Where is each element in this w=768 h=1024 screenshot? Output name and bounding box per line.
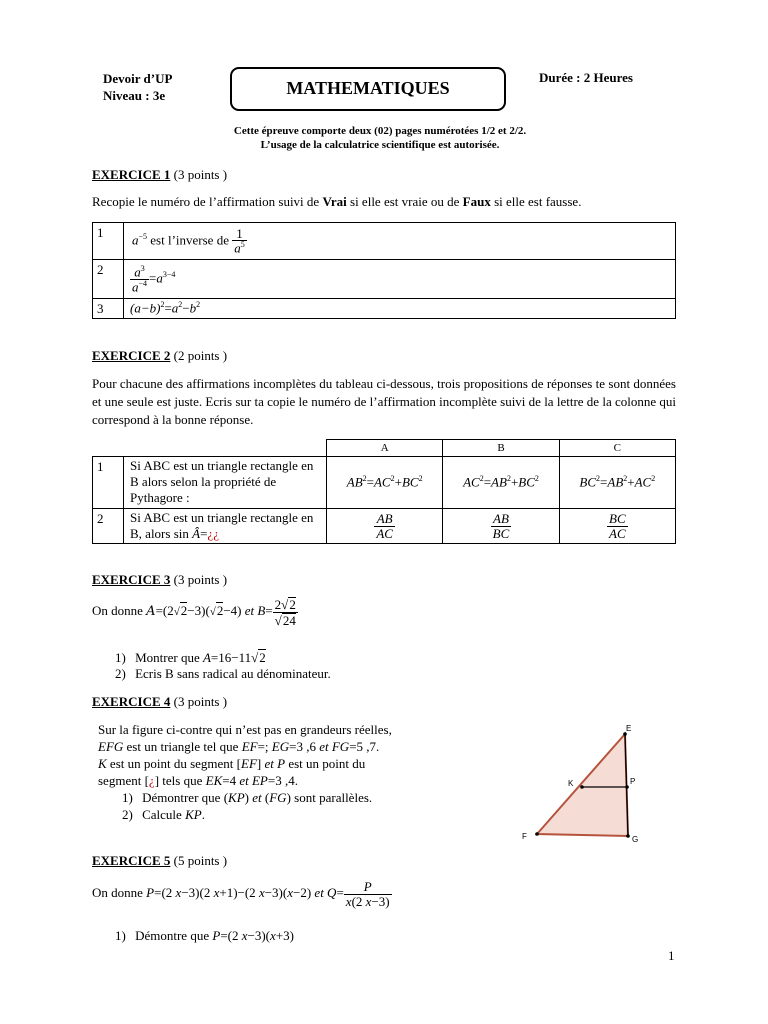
ex1-heading bbox=[92, 167, 227, 183]
choice-b: $\frac{AB}{BC}$ bbox=[443, 509, 559, 544]
header-left-line1: Devoir d’UP bbox=[103, 71, 173, 86]
point-p bbox=[625, 785, 629, 789]
ex5-heading bbox=[92, 853, 227, 869]
choice-b: $AC^2=AB^2+BC^2$ bbox=[443, 457, 559, 509]
choice-c: $\frac{BC}{AC}$ bbox=[559, 509, 675, 544]
ex3-given-text: On donne bbox=[92, 603, 143, 619]
ex4-text bbox=[98, 721, 392, 823]
label-p: P bbox=[630, 777, 636, 786]
table-row bbox=[93, 223, 676, 260]
empty-cell bbox=[93, 440, 124, 457]
table-row bbox=[93, 509, 676, 544]
ex1-instr-b: si elle est vraie ou de bbox=[346, 194, 463, 209]
ex3-item1-number: 1) bbox=[115, 650, 126, 665]
ex2-paragraph: Pour chacune des affirmations incomplètes du tableau ci-dessous, trois propositions de réponses te sont données et une seule est juste. Ecris sur ta copie le numéro de l’affirmation incomplète suivi de la lettre de la colonne qui correspond à la bonne réponse. bbox=[92, 376, 676, 427]
row-number: 2 bbox=[93, 260, 124, 299]
ex4-item1-tail: sont parallèles. bbox=[294, 790, 373, 805]
label-f: F bbox=[522, 832, 527, 841]
ex5-item-1: 1) Démontre que P=(2 x−3)(x+3) bbox=[115, 928, 294, 943]
ex3-item-1: 1) Montrer que A=16−11√2 bbox=[115, 650, 266, 665]
ex4-points: (3 points ) bbox=[173, 694, 228, 709]
ex4-item1-number: 1) bbox=[122, 790, 133, 805]
row-number: 1 bbox=[93, 457, 124, 509]
ex3-item1-text: Montrer que bbox=[135, 650, 200, 665]
ex4-title: EXERCICE 4 bbox=[92, 694, 171, 709]
ex2-table bbox=[92, 439, 676, 544]
table-header-row bbox=[93, 440, 676, 457]
ex2-points: (2 points ) bbox=[173, 348, 228, 363]
row-number: 3 bbox=[93, 299, 124, 319]
ex4-line4: segment [¿] tels que EK=4 et EP=3 ,4. bbox=[98, 773, 298, 788]
choice-c: $BC^2=AB^2+AC^2$ bbox=[559, 457, 675, 509]
row-number: 2 bbox=[93, 509, 124, 544]
ex1-instr-a: Recopie le numéro de l’affirmation suivi de bbox=[92, 194, 323, 209]
row-number: 1 bbox=[93, 223, 124, 260]
ex1-points: (3 points ) bbox=[173, 167, 228, 182]
point-g bbox=[626, 834, 630, 838]
ex1-title: EXERCICE 1 bbox=[92, 167, 171, 182]
ex4-item-1: 1) Démontrer que (KP) et (FG) sont parallèles. bbox=[122, 790, 373, 805]
page-title: MATHEMATIQUES bbox=[286, 78, 450, 98]
ex1-vrai: Vrai bbox=[322, 194, 347, 209]
fraction: $\frac{a^3}{a^{-4}}$ bbox=[132, 263, 148, 294]
ex4-item-2: 2) Calcule KP. bbox=[122, 807, 205, 822]
point-f bbox=[535, 832, 539, 836]
ex5-points: (5 points ) bbox=[173, 853, 228, 868]
ex1-statement-2: $\frac{a^3}{a^{-4}}$ $=a^{3-4}$ bbox=[124, 260, 676, 299]
column-header: C bbox=[559, 440, 675, 457]
label-g: G bbox=[632, 835, 639, 844]
triangle-figure bbox=[510, 720, 650, 850]
ex5-title: EXERCICE 5 bbox=[92, 853, 171, 868]
ex2-stmt2-text: Si ABC est un triangle rectangle en B, alors sin bbox=[130, 510, 314, 541]
fraction: $\frac{1}{a^5}$ bbox=[234, 225, 245, 256]
ex3-given: On donne A=(2√2−3)(√2−4) et B= $\frac{2√2}{√24}$ bbox=[92, 597, 296, 628]
ex4-heading bbox=[92, 694, 227, 710]
label-k: K bbox=[568, 779, 574, 788]
ex4-line3a-text: est un point du segment bbox=[109, 756, 234, 771]
ex5-given: On donne P=(2 x−3)(2 x+1)−(2 x−3)(x−2) et Q= $\frac{P}{x(2 x-3)}$ bbox=[92, 879, 390, 909]
ex1-stmt1-text: est l’inverse de bbox=[150, 231, 229, 247]
choice-a: $AB^2=AC^2+BC^2$ bbox=[327, 457, 443, 509]
triangle-efg bbox=[537, 734, 628, 836]
ex1-statement-1: $a^{-5}$ est l’inverse de $\frac{1}{a^5}$ bbox=[124, 223, 676, 260]
ex1-statement-3: $(a-b)^2=a^2-b^2$ bbox=[124, 299, 676, 319]
ex3-item2-text: Ecris B sans radical au dénominateur. bbox=[135, 666, 331, 681]
ex1-instr-c: si elle est fausse. bbox=[490, 194, 582, 209]
intro bbox=[160, 124, 600, 152]
table-row bbox=[93, 260, 676, 299]
header-left-line2: Niveau : 3e bbox=[103, 88, 166, 103]
column-header: A bbox=[327, 440, 443, 457]
table-row bbox=[93, 457, 676, 509]
header-left bbox=[103, 70, 172, 104]
ex4-item2-text: Calcule bbox=[142, 807, 182, 822]
ex5-item1-text: Démontre que bbox=[135, 928, 210, 943]
ex1-faux: Faux bbox=[462, 194, 491, 209]
ex4-line1: Sur la figure ci-contre qui n’est pas en grandeurs réelles, bbox=[98, 722, 392, 737]
ex4-line3b-text: est un point du bbox=[288, 756, 366, 771]
ex1-instruction bbox=[92, 194, 581, 210]
ex4-item1-text: Démontrer que bbox=[142, 790, 221, 805]
empty-cell bbox=[124, 440, 327, 457]
ex2-heading bbox=[92, 348, 227, 364]
ex3-title: EXERCICE 3 bbox=[92, 572, 171, 587]
ex4-line4b-text: tels que bbox=[162, 773, 203, 788]
ex4-item2-number: 2) bbox=[122, 807, 133, 822]
ex5-item1-number: 1) bbox=[115, 928, 126, 943]
ex2-title: EXERCICE 2 bbox=[92, 348, 171, 363]
point-k bbox=[580, 785, 584, 789]
ex4-line4a-text: segment bbox=[98, 773, 142, 788]
ex4-line2: EFG est un triangle tel que EF=; EG=3 ,6 et FG=5 ,7. bbox=[98, 739, 380, 754]
label-e: E bbox=[626, 724, 632, 733]
page-number: 1 bbox=[668, 948, 675, 963]
duration: Durée : 2 Heures bbox=[539, 70, 633, 85]
table-row bbox=[93, 299, 676, 319]
ex5-given-text: On donne bbox=[92, 885, 143, 901]
ex4-line3: K est un point du segment [EF] et P est un point du bbox=[98, 756, 366, 771]
choice-a: $\frac{AB}{AC}$ bbox=[327, 509, 443, 544]
ex3-points: (3 points ) bbox=[173, 572, 228, 587]
ex3-heading bbox=[92, 572, 227, 588]
ex1-table bbox=[92, 222, 676, 319]
intro-line1: Cette épreuve comporte deux (02) pages numérotées 1/2 et 2/2. bbox=[233, 125, 527, 137]
ex3-item2-number: 2) bbox=[115, 666, 126, 681]
ex2-statement-1: Si ABC est un triangle rectangle en B alors selon la propriété de Pythagore : bbox=[124, 457, 327, 509]
column-header: B bbox=[443, 440, 559, 457]
intro-line2: L’usage de la calculatrice scientifique est autorisée. bbox=[260, 139, 500, 151]
ex4-line2-text: est un triangle tel que bbox=[126, 739, 239, 754]
ex3-item-2 bbox=[115, 666, 331, 682]
ex2-statement-2: Si ABC est un triangle rectangle en B, alors sin Â=¿¿ bbox=[124, 509, 327, 544]
